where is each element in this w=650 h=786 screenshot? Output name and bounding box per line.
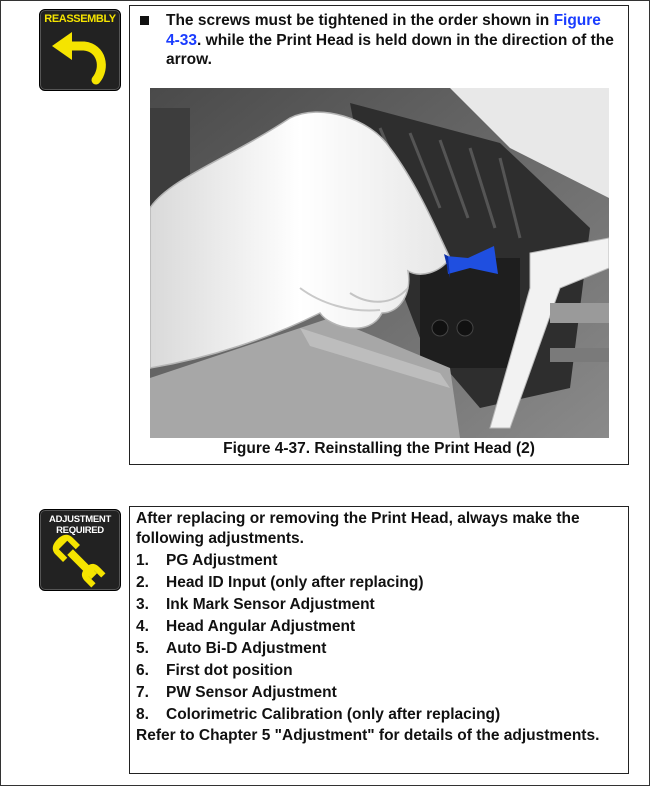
reassembly-panel: [129, 5, 629, 465]
list-item: 5. Auto Bi-D Adjustment: [136, 640, 327, 657]
list-item: 7. PW Sensor Adjustment: [136, 684, 337, 701]
undo-arrow-icon: [40, 10, 120, 90]
adjustment-list: [136, 550, 620, 726]
instruction-text-start: The screws must be tightened in the order shown in: [166, 12, 554, 29]
list-item: 3. Ink Mark Sensor Adjustment: [136, 596, 375, 613]
adjustment-outro: Refer to Chapter 5 "Adjustment" for details of the adjustments.: [136, 727, 600, 744]
reassembly-badge-label: REASSEMBLY: [44, 13, 116, 25]
list-item: 2. Head ID Input (only after replacing): [136, 574, 424, 591]
bullet-square-icon: [140, 16, 149, 25]
list-item: 1. PG Adjustment: [136, 552, 278, 569]
instruction-text-end: . while the Print Head is held down in the direction of the arrow.: [166, 31, 614, 68]
adjustment-required-badge: [39, 509, 121, 591]
wrench-icon: [40, 510, 120, 590]
print-head-photo: [150, 88, 609, 438]
adjustment-intro: After replacing or removing the Print Head, always make the following adjustments.: [136, 510, 580, 547]
adjustment-panel: [129, 506, 629, 774]
figure-link[interactable]: Figure 4-33: [166, 12, 601, 49]
list-item: 6. First dot position: [136, 662, 293, 679]
adjustment-badge-label-1: ADJUSTMENT: [49, 514, 111, 525]
list-item: 8. Colorimetric Calibration (only after replacing): [136, 706, 501, 723]
reassembly-badge: [39, 9, 121, 91]
figure-caption: Figure 4-37. Reinstalling the Print Head (2): [223, 440, 535, 457]
list-item: 4. Head Angular Adjustment: [136, 618, 356, 635]
reassembly-instruction: [138, 11, 616, 70]
adjustment-badge-label-2: REQUIRED: [56, 525, 104, 536]
